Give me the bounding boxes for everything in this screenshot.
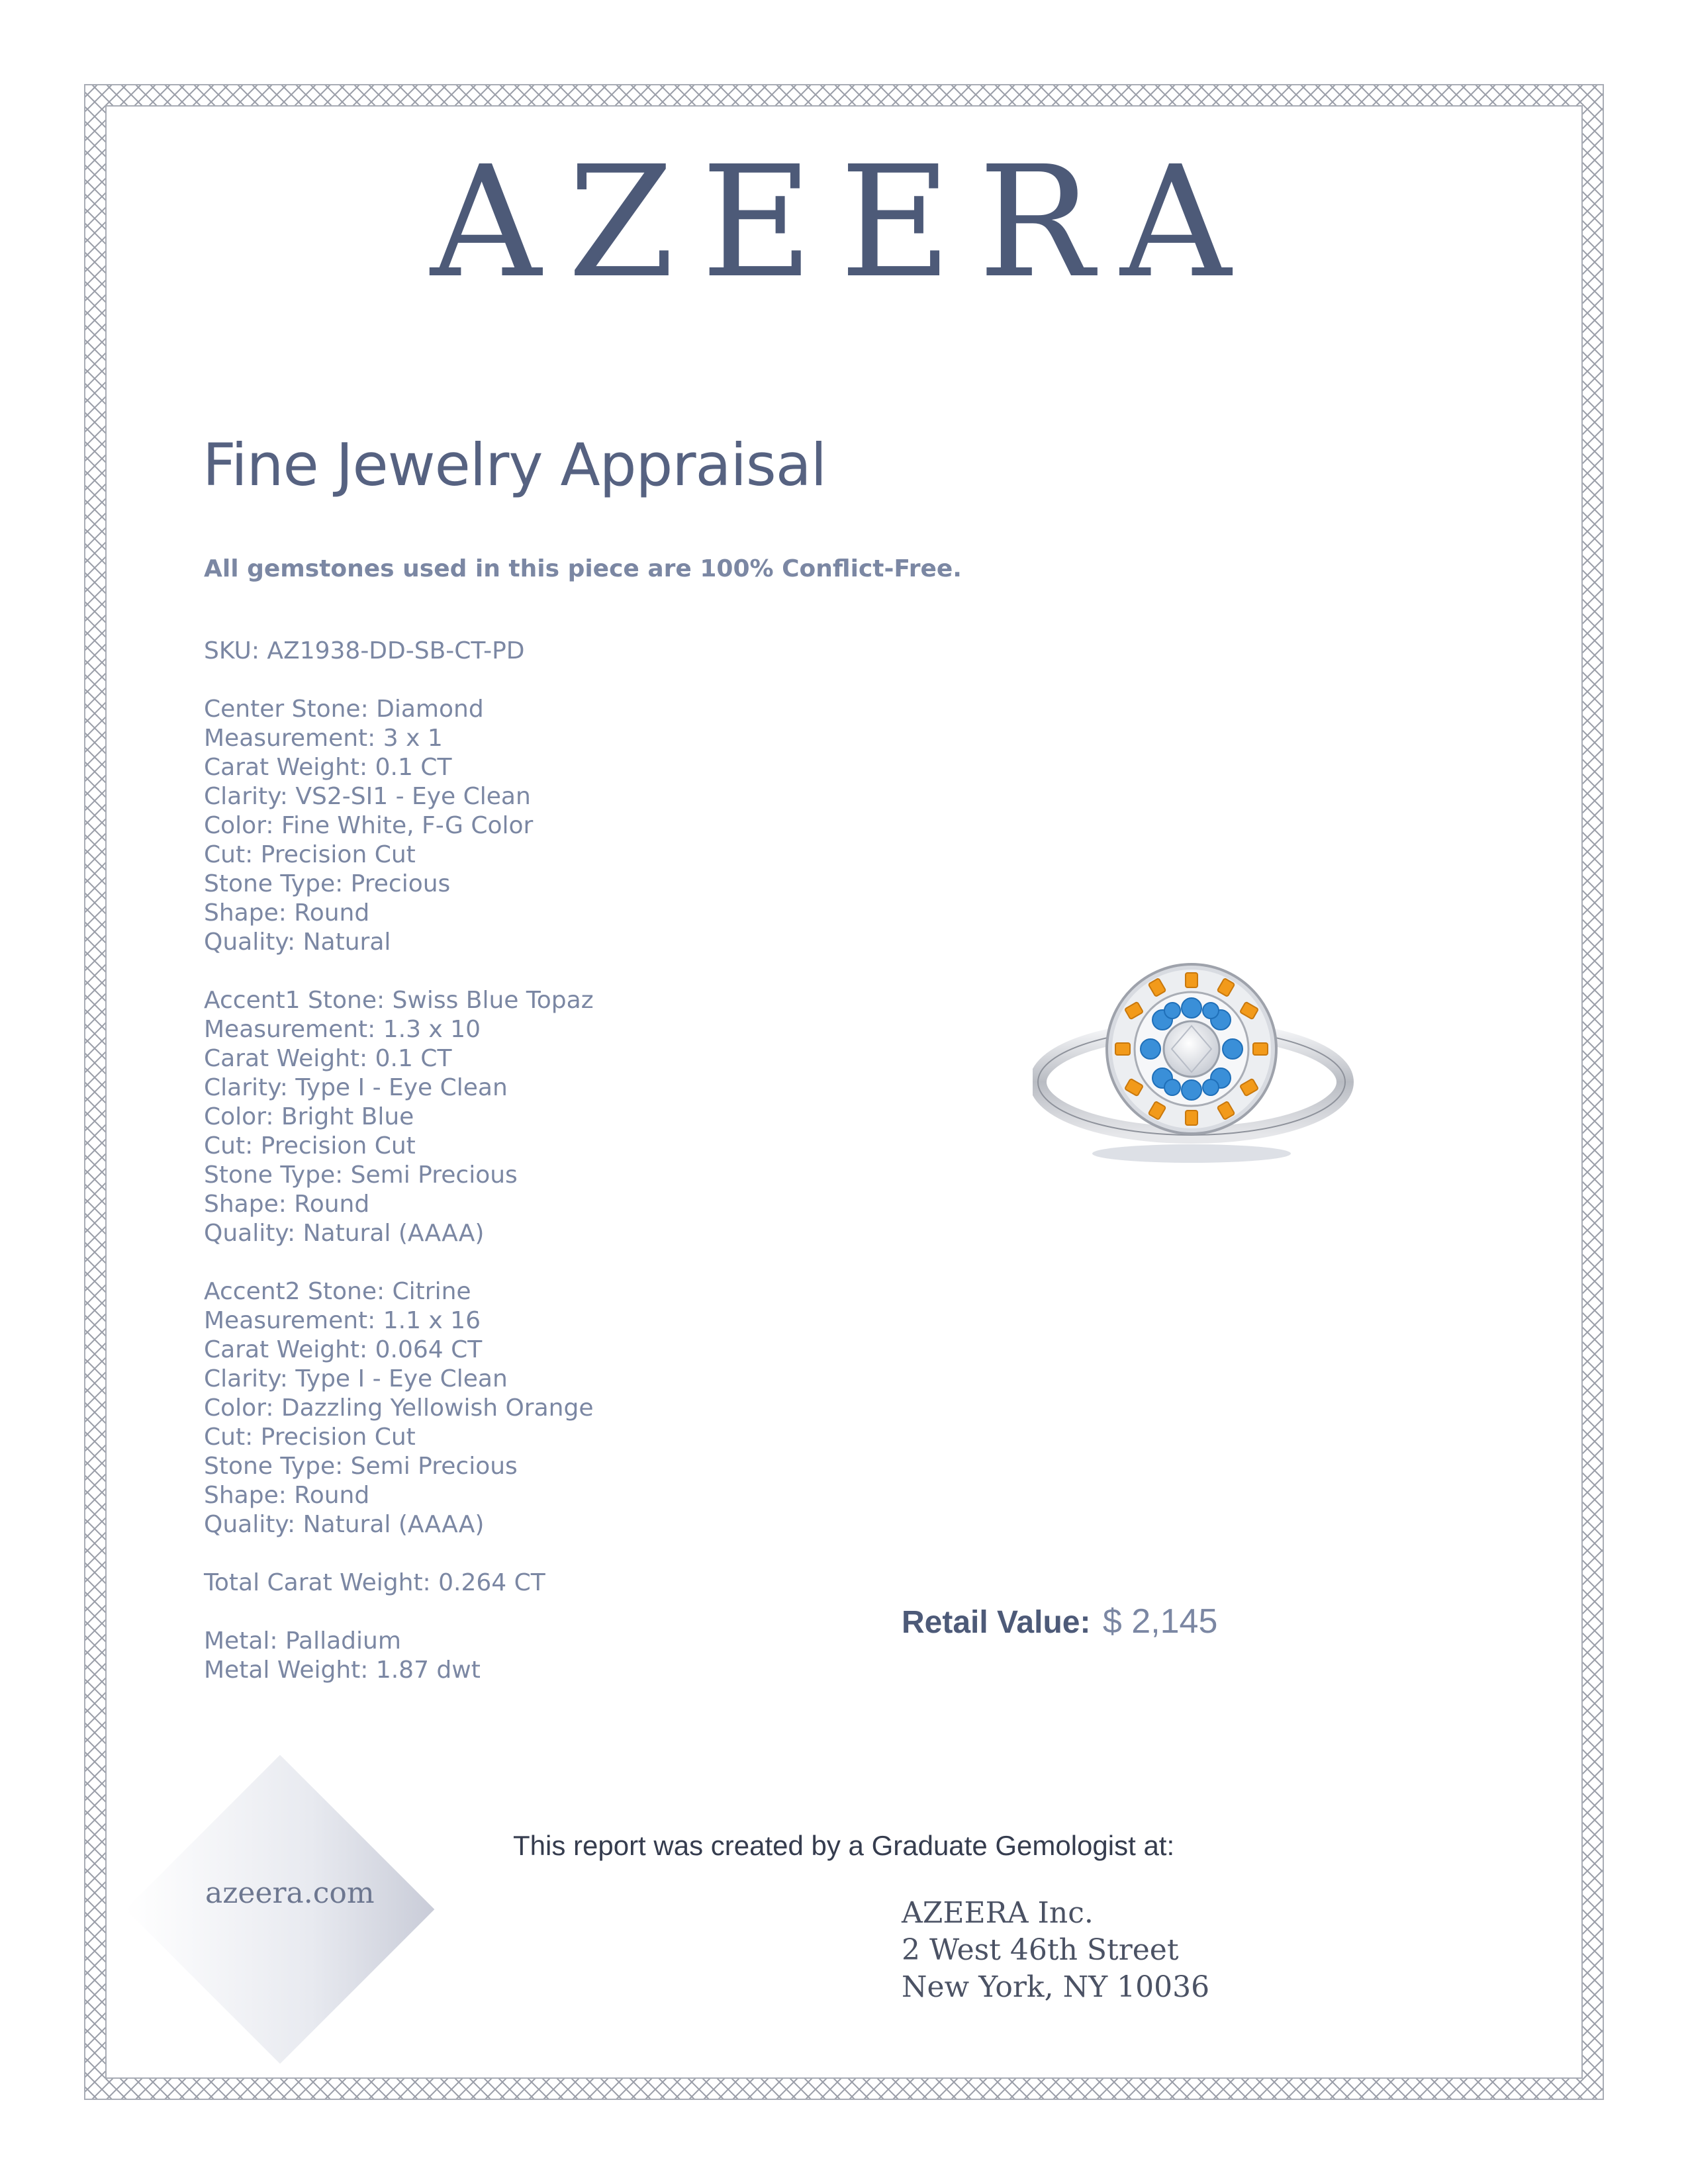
- gemologist-note: This report was created by a Graduate Gemologist at:: [513, 1830, 1175, 1861]
- address-line: New York, NY 10036: [902, 1970, 1210, 2004]
- retail-value: [902, 1602, 1217, 1641]
- spec-line: Quality: Natural: [204, 929, 391, 956]
- spec-line: Metal Weight: 1.87 dwt: [204, 1657, 481, 1684]
- spec-line: Metal: Palladium: [204, 1627, 401, 1655]
- spec-line: Color: Dazzling Yellowish Orange: [204, 1394, 594, 1422]
- spec-line: Measurement: 3 x 1: [204, 725, 443, 752]
- spec-line: Carat Weight: 0.064 CT: [204, 1336, 483, 1363]
- spec-line: Stone Type: Semi Precious: [204, 1453, 518, 1480]
- page-title: Fine Jewelry Appraisal: [203, 431, 827, 499]
- spec-line: Color: Fine White, F-G Color: [204, 812, 534, 839]
- specification-list: [204, 637, 594, 1685]
- spec-line: Measurement: 1.1 x 16: [204, 1307, 481, 1334]
- spec-line: Quality: Natural (AAAA): [204, 1220, 485, 1247]
- spec-line: Cut: Precision Cut: [204, 1424, 416, 1451]
- accent2-stone-specs: [204, 1277, 594, 1539]
- retail-value-amount: $ 2,145: [1102, 1602, 1218, 1641]
- spec-line: Color: Bright Blue: [204, 1103, 414, 1130]
- spec-line: Center Stone: Diamond: [204, 696, 484, 723]
- retail-value-label: Retail Value:: [902, 1605, 1091, 1640]
- conflict-free-note: All gemstones used in this piece are 100% Conflict-Free.: [204, 555, 962, 582]
- spec-line: Shape: Round: [204, 899, 370, 927]
- spec-line: Carat Weight: 0.1 CT: [204, 754, 452, 781]
- spec-line: Stone Type: Semi Precious: [204, 1161, 518, 1189]
- accent1-stone-specs: [204, 986, 594, 1248]
- spec-line: Shape: Round: [204, 1191, 370, 1218]
- spec-line: Shape: Round: [204, 1482, 370, 1509]
- company-address: [902, 1895, 1209, 2006]
- spec-line: Accent2 Stone: Citrine: [204, 1278, 471, 1305]
- spec-line: Accent1 Stone: Swiss Blue Topaz: [204, 987, 594, 1014]
- address-line: AZEERA Inc.: [902, 1896, 1094, 1930]
- spec-line: Measurement: 1.3 x 10: [204, 1016, 481, 1043]
- total-carat-weight: Total Carat Weight: 0.264 CT: [204, 1569, 545, 1596]
- spec-line: Clarity: Type I - Eye Clean: [204, 1074, 508, 1101]
- spec-line: Stone Type: Precious: [204, 870, 451, 897]
- spec-line: Clarity: Type I - Eye Clean: [204, 1365, 508, 1392]
- website-link[interactable]: azeera.com: [205, 1876, 375, 1910]
- spec-line: Clarity: VS2-SI1 - Eye Clean: [204, 783, 531, 810]
- spec-line: Carat Weight: 0.1 CT: [204, 1045, 452, 1072]
- ring-image: [1033, 930, 1364, 1175]
- center-stone-specs: [204, 695, 594, 957]
- brand-logo: AZEERA: [430, 133, 1258, 312]
- spec-line: Cut: Precision Cut: [204, 1132, 416, 1160]
- spec-line: Cut: Precision Cut: [204, 841, 416, 868]
- metal-specs: [204, 1627, 594, 1685]
- sku: SKU: AZ1938-DD-SB-CT-PD: [204, 637, 525, 664]
- spec-line: Quality: Natural (AAAA): [204, 1511, 485, 1538]
- address-line: 2 West 46th Street: [902, 1933, 1179, 1967]
